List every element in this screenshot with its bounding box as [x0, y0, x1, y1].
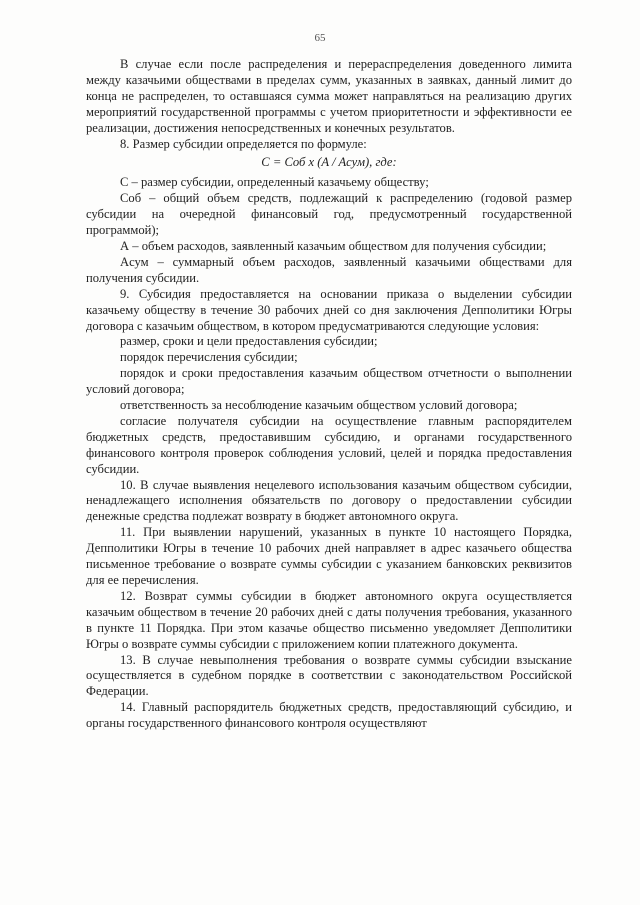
- paragraph: 10. В случае выявления нецелевого использования казачьим обществом субсидии, ненадлежащего исполнения обязательств по договору о предоставлении субсидии денежные средства подлежат возврату в бюджет автономного округа.: [86, 477, 572, 524]
- list-item: порядок и сроки предоставления казачьим обществом отчетности о выполнении условий договора;: [86, 366, 572, 397]
- paragraph: В случае если после распределения и перераспределения доведенного лимита между казачьими обществами в пределах сумм, указанных в заявках, данный лимит до конца не распределен, то оставшаяся сумма может направляться на реализацию других мероприятий государственной программы с учетом приоритетности и эффективности ее реализации, достижения непосредственных и конечных результатов.: [86, 57, 572, 135]
- paragraph: А – объем расходов, заявленный казачьим обществом для получения субсидии;: [120, 238, 547, 253]
- document-body: [86, 57, 572, 732]
- paragraph: 12. Возврат суммы субсидии в бюджет автономного округа осуществляется казачьим обществом в течение 20 рабочих дней с даты получения требования, указанного в пункте 11 Порядка. При этом казачье общество письменно уведомляет Депполитики Югры о возврате суммы субсидии с приложением копии платежного документа.: [86, 588, 572, 651]
- paragraph: 9. Субсидия предоставляется на основании приказа о выделении субсидии казачьему обществу в течение 30 рабочих дней со дня заключения Депполитики Югры договора с казачьим обществом, в котором предусматриваются следующие условия:: [86, 286, 572, 333]
- formula: C = Cоб x (A / Aсум), где:: [261, 155, 397, 170]
- list-item: ответственность за несоблюдение казачьим обществом условий договора;: [120, 398, 518, 413]
- page-number: 65: [314, 32, 326, 44]
- paragraph: 8. Размер субсидии определяется по формуле:: [120, 136, 367, 151]
- paragraph: 14. Главный распорядитель бюджетных средств, предоставляющий субсидию, и органы государственного финансового контроля осуществляют: [86, 700, 572, 731]
- paragraph: 13. В случае невыполнения требования о возврате суммы субсидии взыскание осуществляется в судебном порядке в соответствии с законодательством Российской Федерации.: [86, 652, 572, 699]
- paragraph: С – размер субсидии, определенный казачьему обществу;: [120, 175, 429, 190]
- list-item: размер, сроки и цели предоставления субсидии;: [120, 334, 378, 349]
- paragraph: 11. При выявлении нарушений, указанных в пункте 10 настоящего Порядка, Депполитики Югры в течение 10 рабочих дней направляет в адрес казачьего общества письменное требование о возврате суммы субсидии с указанием банковских реквизитов для ее перечисления.: [86, 525, 572, 587]
- paragraph: Cоб – общий объем средств, подлежащий к распределению (годовой размер субсидии на очередной финансовый год, предусмотренный государственной программой);: [86, 191, 572, 238]
- paragraph: Aсум – суммарный объем расходов, заявленный казачьими обществами для получения субсидии.: [86, 254, 572, 285]
- list-item: согласие получателя субсидии на осуществление главным распорядителем бюджетных средств, предоставившим субсидию, и органами государственного финансового контроля проверок соблюдения условий, целей и порядка предоставления субсидии.: [86, 413, 572, 476]
- list-item: порядок перечисления субсидии;: [120, 350, 298, 365]
